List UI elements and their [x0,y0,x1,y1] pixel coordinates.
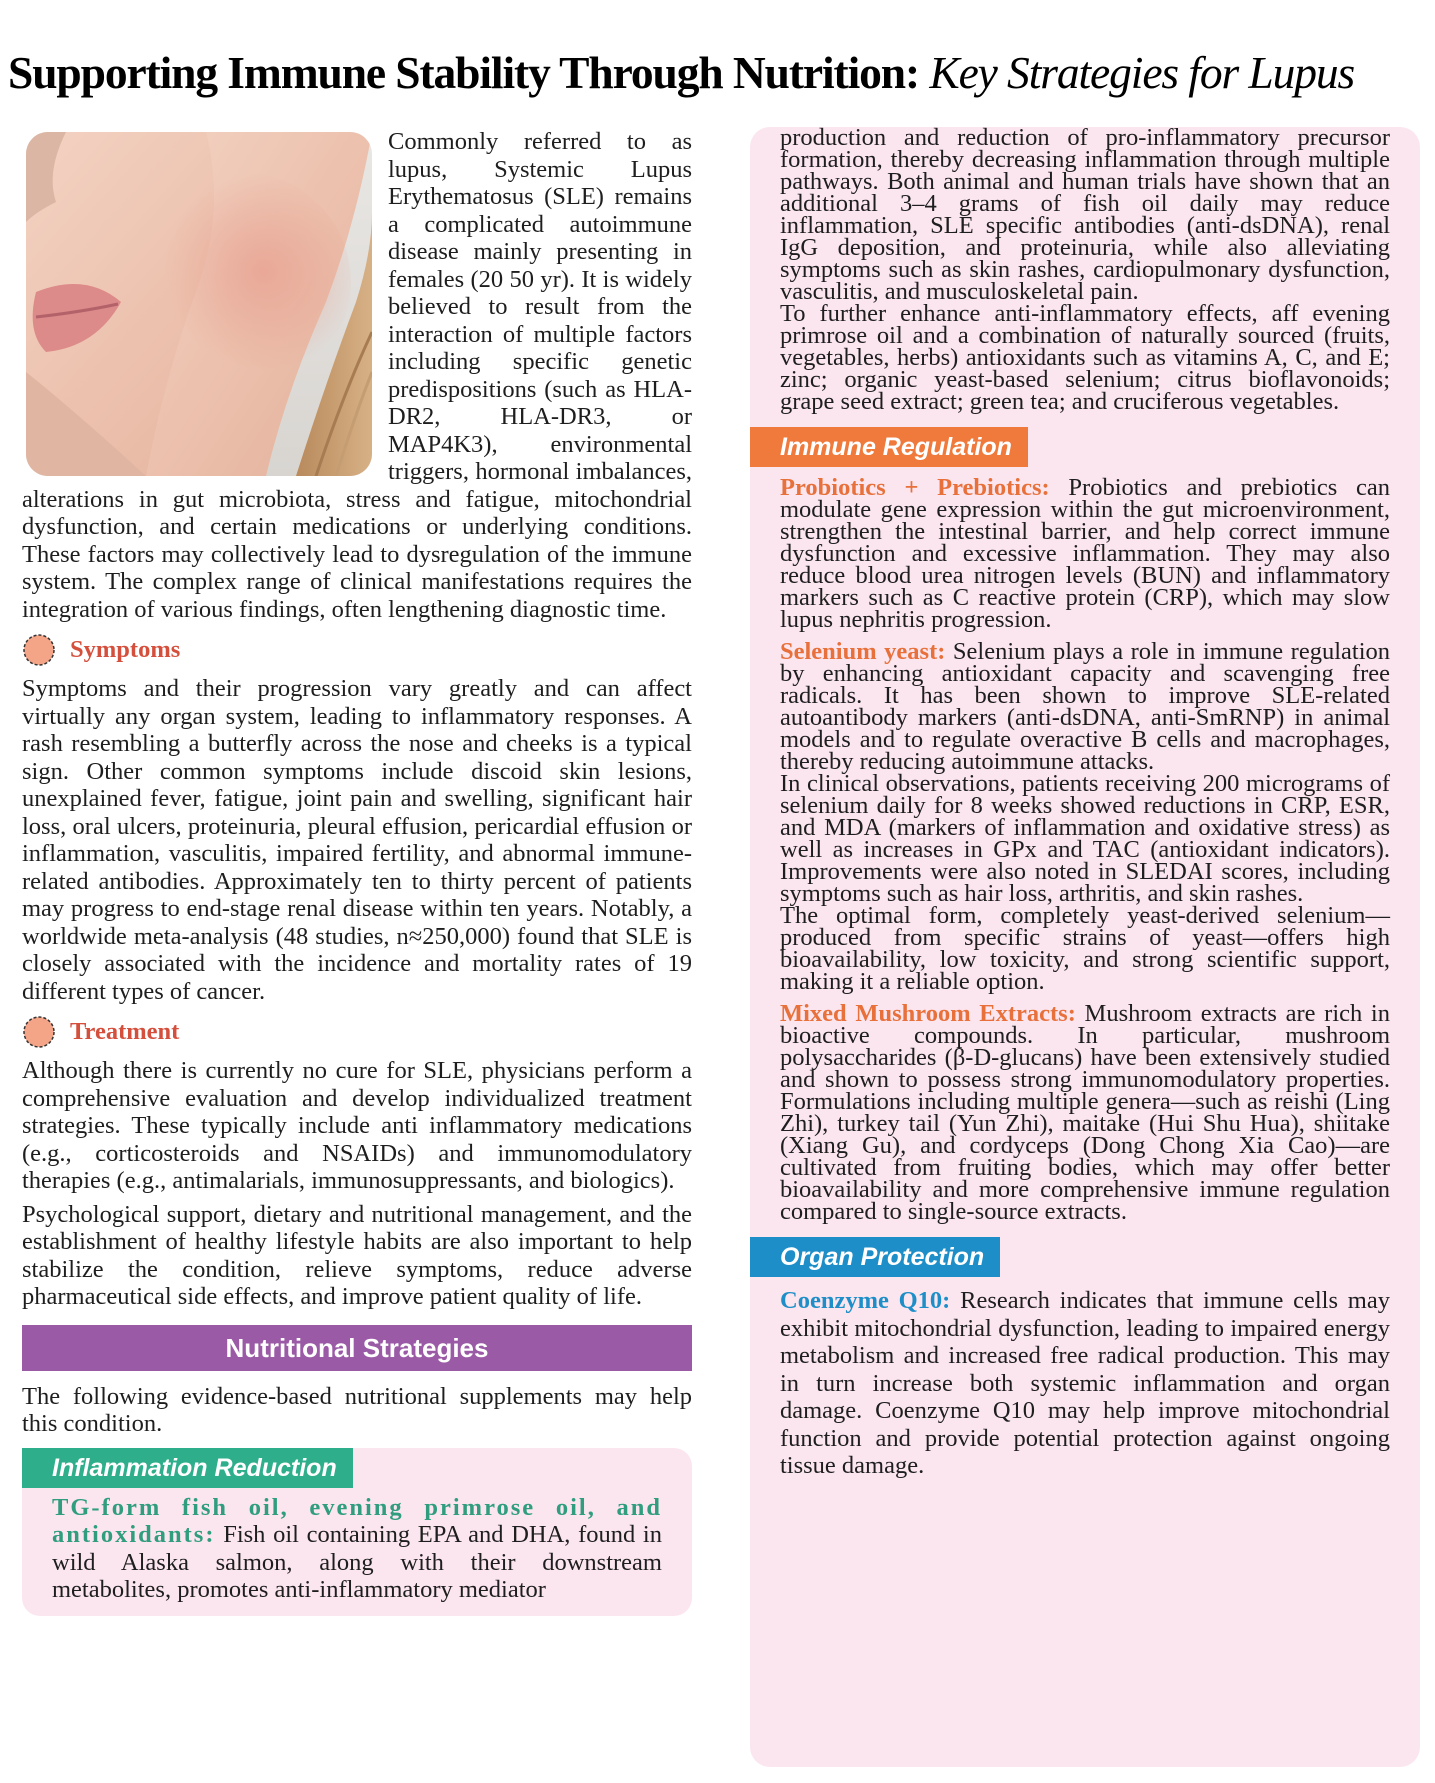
treatment-heading [22,1015,692,1049]
symptoms-text: Symptoms and their progression vary greatly and can affect virtually any organ system, leading to inflammatory responses. A rash resembling a butterfly across the nose and cheeks is a typical sign. Other common symptoms include discoid skin lesions, unexplained fever, fatigue, joint pain and swelling, significant hair loss, oral ulcers, proteinuria, pleural effusion, pericardial effusion or inflammation, vasculitis, impaired fertility, and abnormal immune-related antibodies. Approximately ten to thirty percent of patients may progress to end-stage renal disease within ten years. Notably, a worldwide meta-analysis (48 studies, n≈250,000) found that SLE is closely associated with the incidence and mortality rates of 19 different types of cancer. [22,675,692,1005]
nutrition-intro: The following evidence-based nutritional supplements may help this condition. [22,1382,692,1437]
right-column [750,124,1420,1767]
organ-tag: Organ Protection [750,1237,1000,1277]
intro-section [22,128,692,623]
selenium-lead: Selenium yeast: [780,638,946,665]
treatment-text-1: Although there is currently no cure for SLE, physicians perform a comprehensive evaluation and develop individualized treatment strategies. These typically include anti inflammatory medications (e.g., corticosteroids and NSAIDs) and immunomodulatory therapies (e.g., antimalarials, immunosuppressants, and biologics). [22,1057,692,1194]
nutritional-strategies-bar: Nutritional Strategies [22,1325,692,1371]
inflammation-text [52,1494,662,1604]
mushroom-body: Mushroom extracts are rich in bioactive compounds. In particular, mushroom polysaccharides (β-D-glucans) have been extensively studied and shown to possess strong immunomodulatory properties. Formulations including multiple genera—such as reishi (Ling Zhi), turkey tail (Yun Zhi), maitake (Hui Shu Hua), shiitake (Xiang Gu), and cordyceps (Dong Chong Xia Cao)—are cultivated from fruiting bodies, which may offer better bioavailability and more comprehensive immune regulation compared to single-source extracts. [780,1000,1390,1225]
coq10-body: Research indicates that immune cells may exhibit mitochondrial dysfunction, leading to impaired energy metabolism and increased free radical production. This may in turn increase both systemic inflammation and organ damage. Coenzyme Q10 may help improve mitochondrial function and provide potential protection against ongoing tissue damage. [780,1287,1390,1479]
inflammation-continued [750,124,1420,415]
scallop-badge-icon [22,633,56,667]
title-main: Supporting Immune Stability Through Nutrition: [8,47,920,98]
coq10-text [780,1287,1390,1480]
inflammation-cont-2: To further enhance anti-inflammatory effects, aff evening primrose oil and a combination of naturally sourced (fruits, vegetables, herbs) antioxidants such as vitamins A, C, and E; zinc; organic yeast-based selenium; citrus bioflavonoids; grape seed extract; green tea; and cruciferous vegetables. [780,300,1390,415]
inflammation-lead: TG-form fish oil, evening primrose oil, and antioxidants: [52,1493,662,1548]
probiotics-body: Probiotics and prebiotics can modulate gene expression within the gut microenvironment, strengthen the intestinal barrier, and help correct immune dysfunction and excessive inflammation. They may also reduce blood urea nitrogen levels (BUN) and inflammatory markers such as C reactive protein (CRP), which may slow lupus nephritis progression. [780,474,1390,633]
probiotics-lead: Probiotics + Prebiotics: [780,474,1050,501]
selenium-text-3: The optimal form, completely yeast-derived selenium—produced from specific strains of yeast—offers high bioavailability, low toxicity, and strong scientific support, making it a reliable option. [780,902,1390,995]
intro-text: Commonly referred to as lupus, Systemic Lupus Erythematosus (SLE) remains a complicated autoimmune disease mainly presenting in females (20 50 yr). It is widely believed to result from the interaction of multiple factors including specific genetic predispositions (such as HLA-DR2, HLA-DR3, or MAP4K3), environmental triggers, hormonal imbalances, alterations in gut microbiota, stress and fatigue, mitochondrial dysfunction, and certain medications or underlying conditions. These factors may collectively lead to dysregulation of the immune system. The complex range of clinical manifestations requires the integration of various findings, often lengthening diagnostic time. [22,128,692,623]
immune-tag: Immune Regulation [750,427,1028,467]
inflammation-cont-1: production and reduction of pro-inflammatory precursor formation, thereby decreasing inflammation through multiple pathways. Both animal and human trials have shown that an additional 3–4 grams of fish oil daily may reduce inflammation, SLE specific antibodies (anti-dsDNA), renal IgG deposition, and proteinuria, while also alleviating symptoms such as skin rashes, cardiopulmonary dysfunction, vasculitis, and musculoskeletal pain. [780,124,1390,305]
selenium-text [780,638,1391,775]
inflammation-tag: Inflammation Reduction [22,1448,353,1488]
probiotics-text [780,474,1390,633]
mushroom-lead: Mixed Mushroom Extracts: [780,1000,1076,1027]
mushroom-text [780,1000,1390,1225]
coq10-lead: Coenzyme Q10: [780,1287,951,1314]
inflammation-body: Fish oil containing EPA and DHA, found in wild Alaska salmon, along with their downstream metabolites, promotes anti-inflammatory mediator [52,1521,662,1603]
symptoms-heading [22,633,692,667]
face-photo [26,132,372,476]
treatment-heading-text: Treatment [70,1018,180,1045]
treatment-text-2: Psychological support, dietary and nutritional management, and the establishment of healthy lifestyle habits are also important to help stabilize the condition, relieve symptoms, reduce adverse pharmaceutical side effects, and improve patient quality of life. [22,1200,692,1310]
organ-section [750,1237,1420,1480]
immune-section [750,427,1420,1223]
title-italic: Key Strategies for Lupus [929,47,1355,98]
inflammation-box [22,1448,692,1616]
face-photo-illustration [26,132,372,476]
selenium-body: Selenium plays a role in immune regulation by enhancing antioxidant capacity and scavenging free radicals. It has been shown to improve SLE-related autoantibody markers (anti-dsDNA, anti-SmRNP) in animal models and to regulate overactive B cells and macrophages, thereby reducing autoimmune attacks. [780,638,1391,775]
selenium-text-2: In clinical observations, patients receiving 200 micrograms of selenium daily for 8 weeks showed reductions in CRP, ESR, and MDA (markers of inflammation and oxidative stress) as well as increases in GPx and TAC (antioxidant indicators). Improvements were also noted in SLEDAI scores, including symptoms such as hair loss, arthritis, and skin rashes. [780,770,1390,907]
symptoms-heading-text: Symptoms [70,636,181,663]
scallop-badge-icon [22,1015,56,1049]
left-column [22,128,692,1616]
page-title [8,46,1433,99]
